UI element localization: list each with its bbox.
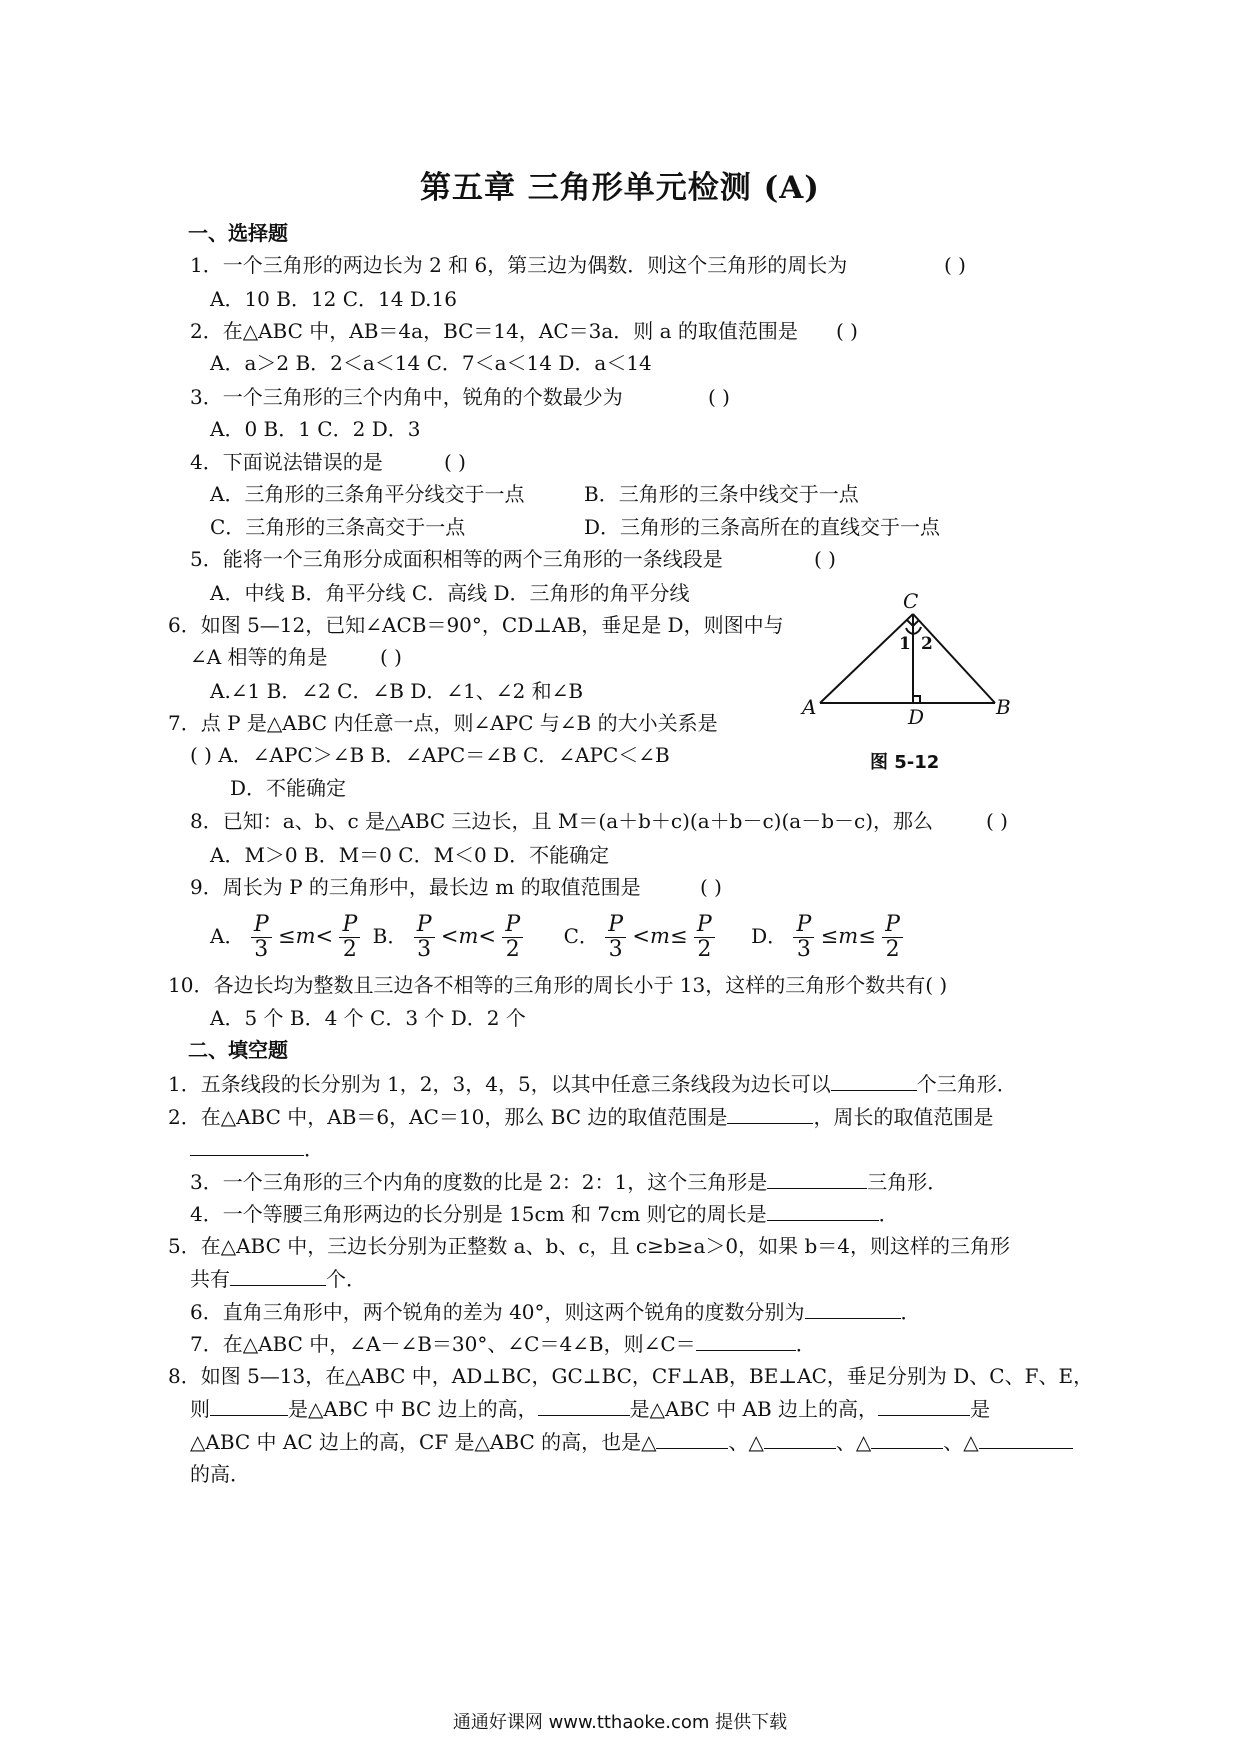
answer-blank[interactable] [190, 1135, 304, 1156]
answer-blank[interactable] [979, 1428, 1073, 1449]
label-angle-1: 1 [899, 634, 911, 654]
fill-q8: 8．如图 5—13，在△ABC 中，AD⊥BC，GC⊥BC，CF⊥AB，BE⊥AC，垂足分别为 D、C、F、E， [168, 1364, 1094, 1388]
q6-answer-paren: ( ) [380, 645, 402, 669]
q8-answer-paren: ( ) [986, 809, 1008, 833]
fill-q8-line2: 则 是△ABC 中 BC 边上的高， 是△ABC 中 AB 边上的高， 是 [190, 1397, 991, 1421]
q5-stem: 5．能将一个三角形分成面积相等的两个三角形的一条线段是 [190, 547, 723, 571]
fraction-p-over-2: $\frac{P}{2}$ [339, 913, 360, 962]
q9-option-d-label: D． [751, 924, 788, 948]
q4-answer-paren: ( ) [444, 450, 466, 474]
fraction-p-over-3: $\frac{P}{3}$ [414, 913, 435, 962]
q10-stem: 10．各边长均为整数且三边各不相等的三角形的周长小于 13，这样的三角形个数共有( ) [168, 973, 948, 997]
q3-answer-paren: ( ) [708, 385, 730, 409]
label-c: C [903, 589, 919, 613]
q2-options: A．a＞2 B．2＜a＜14 C．7＜a＜14 D．a＜14 [210, 351, 652, 375]
answer-blank[interactable] [230, 1265, 326, 1286]
answer-blank[interactable] [764, 1428, 836, 1449]
answer-blank[interactable] [696, 1330, 796, 1351]
label-b: B [996, 695, 1011, 719]
fill-q3: 3．一个三角形的三个内角的度数的比是 2：2：1，这个三角形是 三角形． [190, 1170, 948, 1194]
q8-stem: 8．已知：a、b、c 是△ABC 三边长，且 M＝(a＋b＋c)(a＋b－c)(a－b－c)，那么 [190, 809, 933, 833]
answer-blank[interactable] [767, 1168, 867, 1189]
fill-q2: 2．在△ABC 中，AB＝6，AC＝10，那么 BC 边的取值范围是 ，周长的取值范围是 [168, 1105, 994, 1129]
q9-answer-paren: ( ) [700, 875, 722, 899]
fill-q8-line3: △ABC 中 AC 边上的高，CF 是△ABC 的高，也是△ 、△ 、△ 、△ [190, 1428, 1073, 1455]
fraction-p-over-3: $\frac{P}{3}$ [605, 913, 626, 962]
q5-answer-paren: ( ) [814, 547, 836, 571]
q7-options-line1: ( ) A．∠APC＞∠B B．∠APC＝∠B C．∠APC＜∠B [190, 743, 670, 767]
fill-q5-line2: 共有 个． [190, 1267, 366, 1291]
fill-q5: 5．在△ABC 中，三边长分别为正整数 a、b、c，且 c≥b≥a＞0，如果 b＝4，则这样的三角形 [168, 1234, 1010, 1258]
q10-options: A．5 个 B．4 个 C．3 个 D．2 个 [210, 1006, 526, 1030]
q4-stem: 4．下面说法错误的是 [190, 450, 383, 474]
label-a: A [802, 695, 817, 719]
fill-q1: 1．五条线段的长分别为 1，2，3，4，5，以其中任意三条线段为边长可以 个三角形． [168, 1072, 1017, 1096]
q3-stem: 3．一个三角形的三个内角中，锐角的个数最少为 [190, 385, 623, 409]
q4-option-b: B．三角形的三条中线交于一点 [584, 482, 859, 506]
fraction-p-over-2: $\frac{P}{2}$ [694, 913, 715, 962]
q6-stem: 6．如图 5—12，已知∠ACB＝90°，CD⊥AB，垂足是 D，则图中与 [168, 613, 784, 637]
footer-text: 通通好课网 www.tthaoke.com 提供下载 [452, 1712, 788, 1733]
answer-blank[interactable] [871, 1428, 943, 1449]
angle-2-arc [913, 627, 921, 634]
section-choice-heading: 一、选择题 [188, 221, 288, 245]
fraction-p-over-2: $\frac{P}{2}$ [502, 913, 523, 962]
fill-q6: 6．直角三角形中，两个锐角的差为 40°，则这两个锐角的度数分别为 ． [190, 1300, 921, 1324]
side-cb [913, 614, 995, 703]
q9-stem: 9．周长为 P 的三角形中，最长边 m 的取值范围是 [190, 875, 641, 899]
figure-caption: 图 5-12 [870, 752, 940, 773]
q9-option-b-label: B． [372, 924, 408, 948]
fraction-p-over-3: $\frac{P}{3}$ [251, 913, 272, 962]
answer-blank[interactable] [210, 1395, 288, 1416]
section-fill-heading: 二、填空题 [188, 1038, 288, 1062]
label-angle-2: 2 [921, 634, 933, 654]
answer-blank[interactable] [831, 1070, 917, 1091]
q8-options: A．M＞0 B．M＝0 C．M＜0 D．不能确定 [210, 843, 610, 867]
fraction-p-over-2: $\frac{P}{2}$ [882, 913, 903, 962]
q7-stem: 7．点 P 是△ABC 内任意一点，则∠APC 与∠B 的大小关系是 [168, 711, 718, 735]
q2-answer-paren: ( ) [836, 319, 858, 343]
fill-q4: 4．一个等腰三角形两边的长分别是 15cm 和 7cm 则它的周长是 ． [190, 1202, 899, 1226]
fill-q8-line4: 的高． [190, 1462, 250, 1486]
q7-option-d: D．不能确定 [230, 776, 347, 800]
q4-option-c: C．三角形的三条高交于一点 [210, 515, 466, 539]
answer-blank[interactable] [538, 1395, 630, 1416]
triangle-figure-5-12 [800, 588, 1020, 778]
answer-blank[interactable] [878, 1395, 970, 1416]
fill-q2-line2: ． [190, 1135, 324, 1162]
answer-blank[interactable] [656, 1428, 728, 1449]
q1-stem: 1．一个三角形的两边长为 2 和 6，第三边为偶数．则这个三角形的周长为 [190, 253, 848, 277]
answer-blank[interactable] [805, 1298, 901, 1319]
right-angle-mark-d [913, 696, 920, 703]
q9-options: A． $\frac{P}{3}$ ≤m< $\frac{P}{2}$ B． $\frac{P}{3}$ <m< $\frac{P}{2}$ C． $\frac{P}{3}$ <m≤ $\frac{P}{2}$ D． $\frac{P}{3}$ ≤m≤ $\frac{P}{2}$ [210, 910, 903, 962]
q4-option-a: A．三角形的三条角平分线交于一点 [210, 482, 525, 506]
label-d: D [908, 705, 925, 729]
q1-options: A．10 B．12 C．14 D.16 [210, 287, 457, 311]
q4-option-d: D．三角形的三条高所在的直线交于一点 [584, 515, 941, 539]
q3-options: A．0 B．1 C．2 D．3 [210, 417, 421, 441]
q9-option-a-label: A． [210, 924, 245, 948]
q6-stem-line2: ∠A 相等的角是 [190, 645, 328, 669]
answer-blank[interactable] [727, 1103, 813, 1124]
q1-answer-paren: ( ) [944, 253, 966, 277]
fill-q7: 7．在△ABC 中，∠A－∠B＝30°、∠C＝4∠B，则∠C＝ ． [190, 1332, 816, 1356]
side-ac [820, 614, 913, 703]
answer-blank[interactable] [767, 1200, 879, 1221]
q6-options: A.∠1 B．∠2 C．∠B D．∠1、∠2 和∠B [210, 679, 584, 703]
q2-stem: 2．在△ABC 中，AB＝4a，BC＝14，AC＝3a．则 a 的取值范围是 [190, 319, 798, 343]
fraction-p-over-3: $\frac{P}{3}$ [793, 913, 814, 962]
q5-options: A．中线 B．角平分线 C．高线 D．三角形的角平分线 [210, 581, 690, 605]
page-title: 第五章 三角形单元检测 (A) [420, 170, 820, 206]
q9-option-c-label: C． [563, 924, 599, 948]
